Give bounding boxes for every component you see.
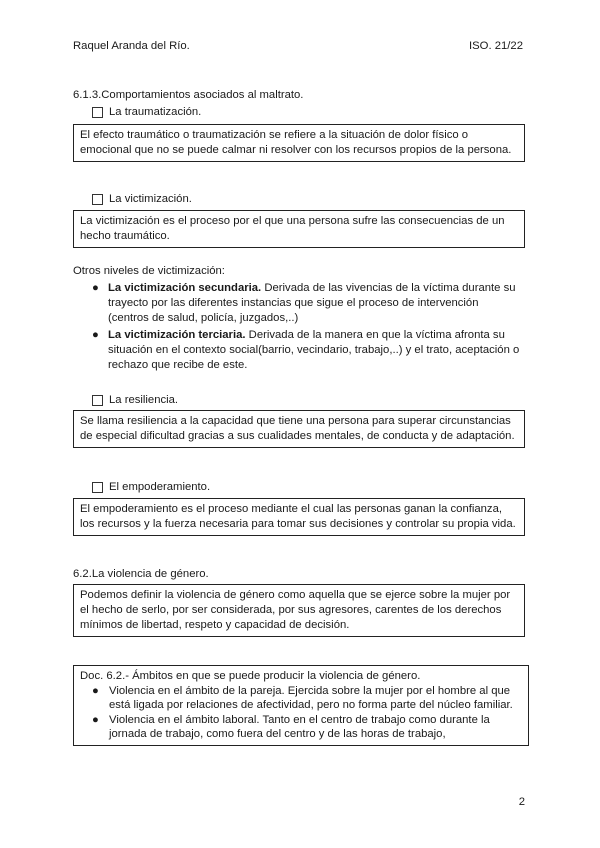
list-item [90, 684, 522, 713]
doc-bullet-text: Violencia en el ámbito laboral. Tanto en el centro de trabajo como durante la jornada de trabajo, como fuera del centro y de las horas de trabajo, [109, 713, 490, 740]
header-course: ISO. 21/22 [468, 40, 523, 52]
header-author: Raquel Aranda del Río. [73, 40, 190, 52]
doc-list [90, 684, 522, 742]
checkbox-icon [92, 482, 103, 493]
doc-box-62 [73, 665, 529, 746]
definition-box-traumatizacion: El efecto traumático o traumatización se refiere a la situación de dolor físico o emocional que no se puede calmar ni resolver con los recursos propios de la persona. [73, 124, 525, 162]
bullet-icon: ● [92, 282, 99, 294]
definition-box-empoderamiento: El empoderamiento es el proceso mediante el cual las personas ganan la confianza, los recursos y la fuerza necesaria para tomar sus decisiones y controlar su propia vida. [73, 498, 525, 536]
definition-box-resiliencia: Se llama resiliencia a la capacidad que tiene una persona para superar circunstancias de especial dificultad gracias a sus cualidades mentales, de conducta y de adaptación. [73, 410, 525, 448]
list-item [90, 281, 520, 326]
bullet-bold: La victimización secundaria. [108, 282, 262, 294]
doc-bullet-text: Violencia en el ámbito de la pareja. Ejercida sobre la mujer por el hombre al que está ligada por relaciones de afectividad, pero no forma parte del núcleo familiar. [109, 684, 513, 711]
definition-box-violencia: Podemos definir la violencia de género como aquella que se ejerce sobre la mujer por el hecho de serlo, por ser considerada, por sus agresores, carentes de los derechos mínimos de libertad, respeto y capacidad de decisión. [73, 584, 525, 637]
checkbox-icon [92, 194, 103, 205]
definition-box-victimizacion: La victimización es el proceso por el que una persona sufre las consecuencias de un hecho traumático. [73, 210, 525, 248]
checkbox-icon [92, 107, 103, 118]
item-resiliencia [92, 394, 178, 406]
section-title-613: 6.1.3.Comportamientos asociados al maltrato. [73, 89, 304, 101]
bullet-text: Derivada de las vivencias de la víctima durante su trayecto por las diferentes instancias que sigue el proceso de intervención (centros de salud, policía, juzgados,..) [108, 282, 516, 324]
doc-title: Doc. 6.2.- Ámbitos en que se puede producir la violencia de género. [80, 670, 421, 682]
checkbox-icon [92, 395, 103, 406]
item-label: La resiliencia. [109, 394, 179, 406]
page-number: 2 [518, 796, 525, 808]
item-empoderamiento [92, 481, 210, 493]
list-item [90, 328, 520, 373]
section-title-62: 6.2.La violencia de género. [73, 568, 209, 580]
item-label: El empoderamiento. [109, 481, 211, 493]
list-item [90, 713, 522, 742]
bullet-icon: ● [92, 684, 99, 697]
bullet-icon: ● [92, 329, 99, 341]
item-label: La traumatización. [109, 106, 202, 118]
bullet-icon: ● [92, 713, 99, 726]
otros-niveles-title: Otros niveles de victimización: [73, 265, 225, 277]
bullet-bold: La victimización terciaria. [108, 329, 246, 341]
bullet-text: Derivada de la manera en que la víctima afronta su situación en el contexto social(barrio, vecindario, trabajo,..) y el trato, aceptación o rechazo que recibe de este. [108, 329, 520, 371]
item-traumatizacion [92, 106, 201, 118]
item-label: La victimización. [109, 193, 192, 205]
otros-niveles-list [90, 281, 520, 375]
item-victimizacion [92, 193, 192, 205]
